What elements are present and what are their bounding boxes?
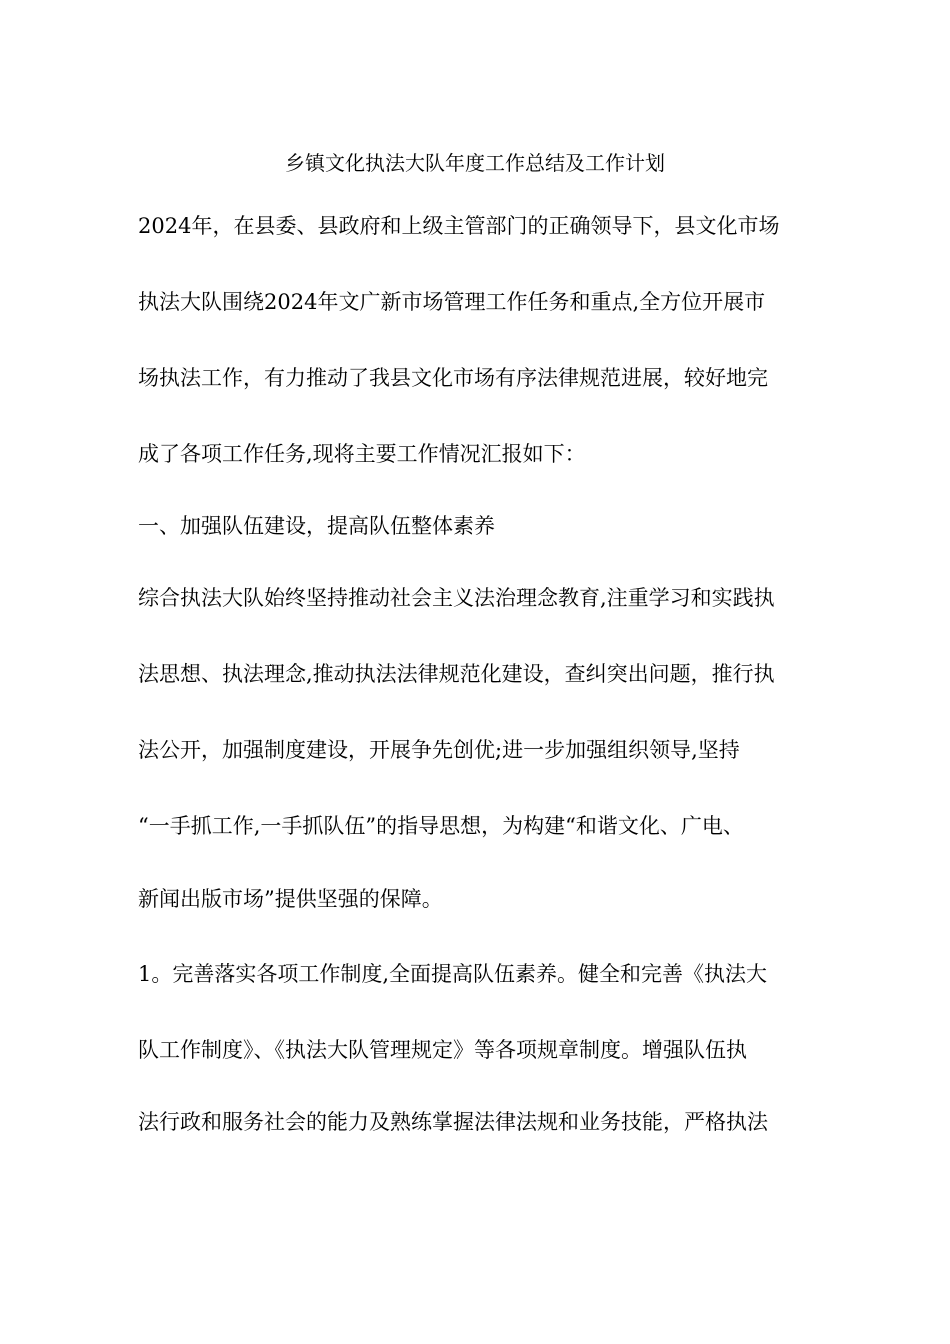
item-1-line-3: 法行政和服务社会的能力及熟练掌握法律法规和业务技能，严格执法 bbox=[138, 1110, 768, 1134]
item-1-line-1: 1。完善落实各项工作制度,全面提高队伍素养。健全和完善《执法大 bbox=[138, 962, 768, 986]
section-1-line-5: 新闻出版市场”提供坚强的保障。 bbox=[138, 887, 443, 911]
intro-line-3: 场执法工作，有力推动了我县文化市场有序法律规范进展，较好地完 bbox=[138, 366, 768, 390]
section-1-line-4: “一手抓工作,一手抓队伍”的指导思想，为构建“和谐文化、广电、 bbox=[138, 814, 744, 838]
section-1-line-2: 法思想、执法理念,推动执法法律规范化建设，查纠突出问题，推行执 bbox=[138, 662, 775, 686]
section-1-line-3: 法公开，加强制度建设，开展争先创优;进一步加强组织领导,坚持 bbox=[138, 738, 740, 762]
section-1-line-1: 综合执法大队始终坚持推动社会主义法治理念教育,注重学习和实践执 bbox=[138, 586, 775, 610]
intro-line-2: 执法大队围绕2024年文广新市场管理工作任务和重点,全方位开展市 bbox=[138, 290, 766, 314]
intro-line-1: 2024年，在县委、县政府和上级主管部门的正确领导下，县文化市场 bbox=[138, 214, 780, 238]
document-title: 乡镇文化执法大队年度工作总结及工作计划 bbox=[285, 151, 665, 175]
intro-line-4: 成了各项工作任务,现将主要工作情况汇报如下： bbox=[138, 442, 586, 466]
item-1-line-2: 队工作制度》、《执法大队管理规定》等各项规章制度。增强队伍执 bbox=[138, 1038, 747, 1062]
section-1-heading: 一、加强队伍建设，提高队伍整体素养 bbox=[138, 514, 495, 538]
